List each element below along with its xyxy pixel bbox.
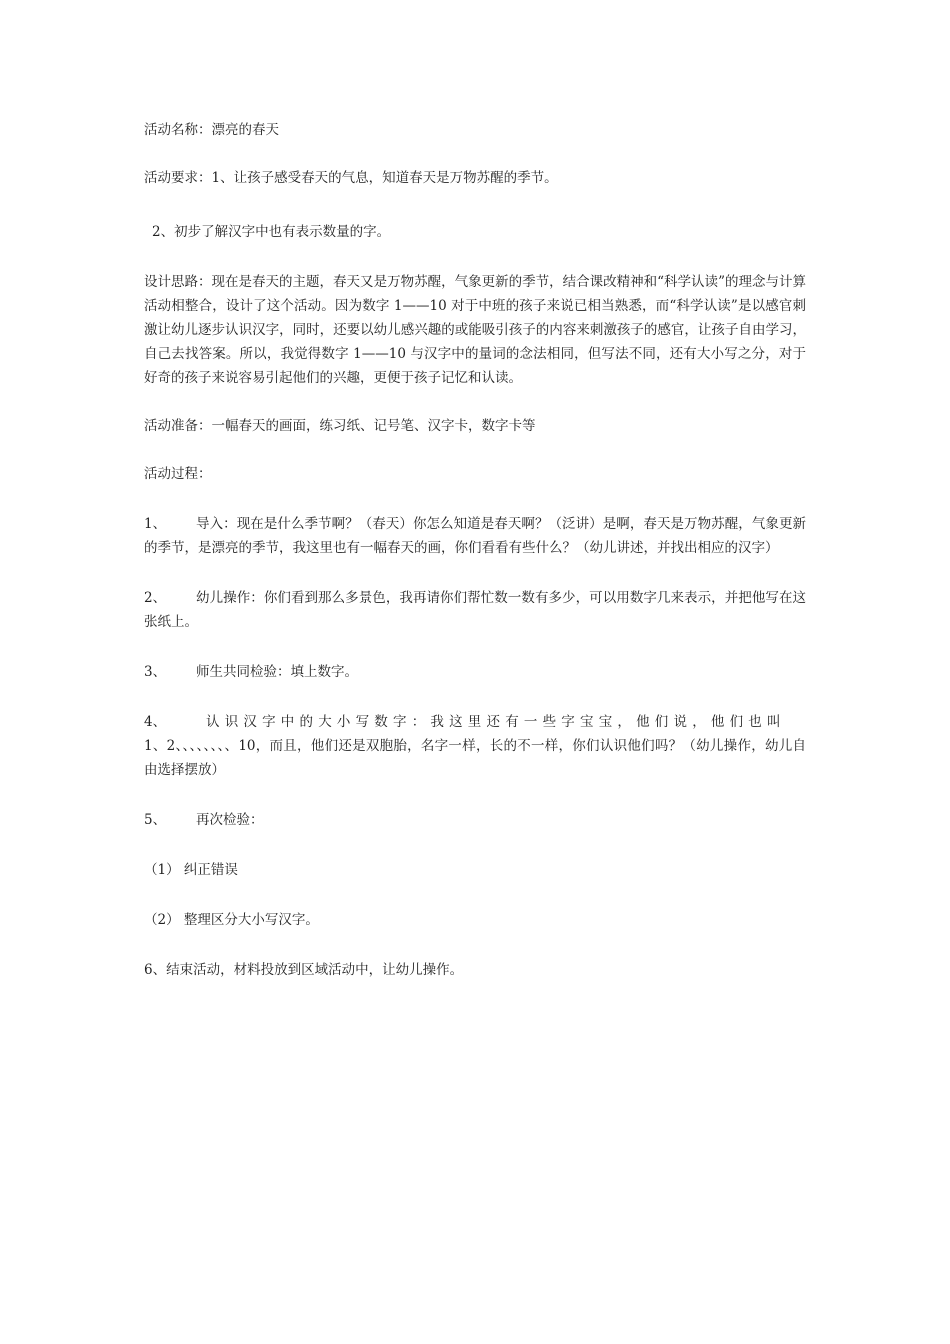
step-5 (144, 808, 806, 832)
final-step: 6、结束活动，材料投放到区域活动中，让幼儿操作。 (144, 962, 464, 978)
step-text: 幼儿操作：你们看到那么多景色，我再请你们帮忙数一数有多少，可以用数字几来表示，并把他写在这张纸上。 (144, 590, 806, 630)
step-1 (144, 512, 806, 560)
design-idea: 设计思路：现在是春天的主题，春天又是万物苏醒，气象更新的季节，结合课改精神和“科学认读”的理念与计算活动相整合，设计了这个活动。因为数字 1——10 对于中班的孩子来说已相当熟悉，而“科学认读”是以感官刺激让幼儿逐步认识汉字，同时，还要以幼儿感兴趣的或能吸引孩子的内容来刺激孩子的感官，让孩子自由学习，自己去找答案。所以，我觉得数字 1——10 与汉字中的量词的念法相同，但写法不同，还有大小写之分，对于好奇的孩子来说容易引起他们的兴趣，更便于孩子记忆和认读。 (144, 274, 806, 386)
step-3 (144, 660, 806, 684)
requirements-line-1: 活动要求：1、让孩子感受春天的气息，知道春天是万物苏醒的季节。 (144, 170, 558, 186)
step-number: 3、 (144, 664, 167, 680)
step-number: 5、 (144, 812, 167, 828)
step-text: 导入：现在是什么季节啊？（春天）你怎么知道是春天啊？（泛讲）是啊，春天是万物苏醒，气象更新的季节，是漂亮的季节，我这里也有一幅春天的画，你们看看有些什么？（幼儿讲述，并找出相应的汉字） (144, 516, 806, 556)
preparation: 活动准备：一幅春天的画面，练习纸、记号笔、汉字卡，数字卡等 (144, 418, 536, 434)
requirements-line-2: 2、初步了解汉字中也有表示数量的字。 (152, 224, 391, 240)
step-text: 师生共同检验：填上数字。 (196, 664, 358, 680)
step-text: 再次检验： (196, 812, 264, 828)
step-2 (144, 586, 806, 634)
activity-name: 活动名称：漂亮的春天 (144, 122, 279, 138)
process-title: 活动过程： (144, 466, 212, 482)
step-number: 1、 (144, 516, 167, 532)
step-number: 4、 (144, 714, 167, 730)
step-text-spread: 认识汉字中的大小写数字：我这里还有一些字宝宝，他们说，他们也叫 (206, 714, 786, 730)
sub-step-2: （2） 整理区分大小写汉字。 (144, 912, 319, 928)
step-text: 1、2、、、、、、、、10，而且，他们还是双胞胎，名字一样，长的不一样，你们认识他们吗？（幼儿操作，幼儿自由选择摆放） (144, 738, 806, 778)
step-4 (144, 710, 806, 782)
step-number: 2、 (144, 590, 167, 606)
document-page (144, 118, 806, 982)
sub-step-1: （1） 纠正错误 (144, 862, 238, 878)
